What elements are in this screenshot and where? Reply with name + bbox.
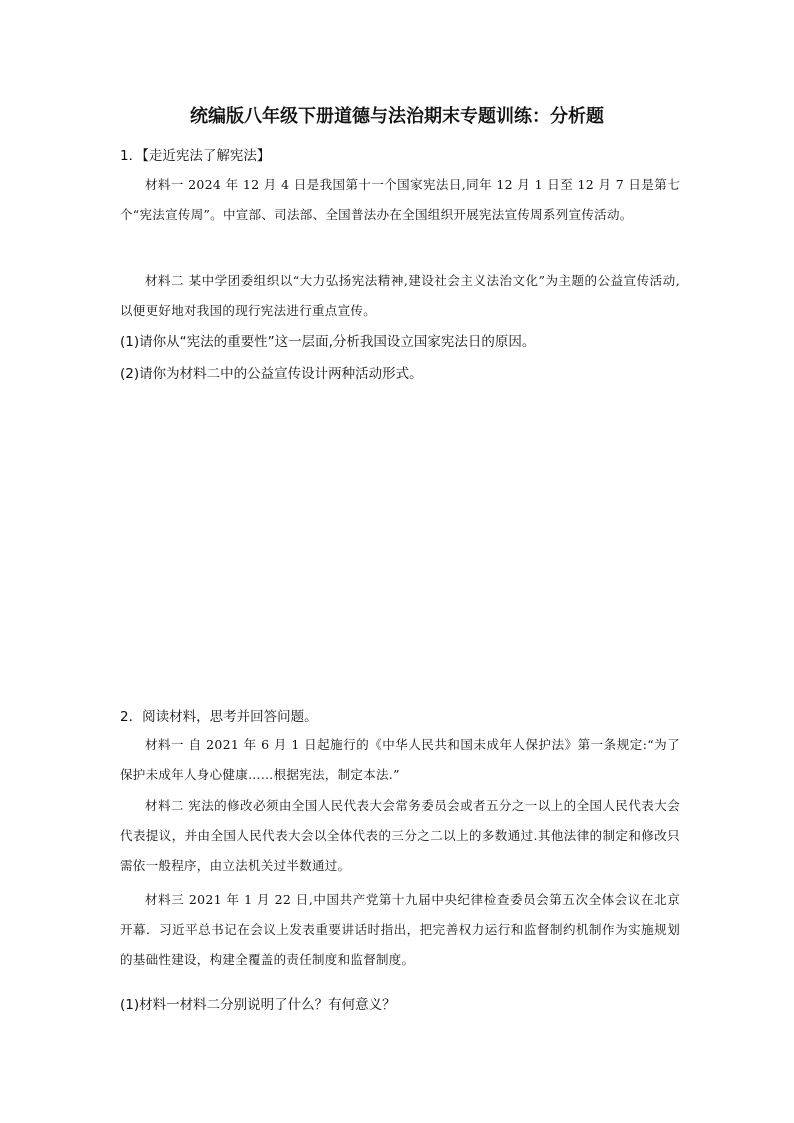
- question-2-material-1: 材料一 自 2021 年 6 月 1 日起施行的《中华人民共和国未成年人保护法》第一条规定:“为了保护未成年人身心健康……根据宪法，制定本法.”: [120, 737, 680, 782]
- question-1-sub-2: (2)请你为材料二中的公益宣传设计两种活动形式。: [120, 366, 423, 382]
- question-1-material-2: 材料二 某中学团委组织以“大力弘扬宪法精神,建设社会主义法治文化”为主题的公益宣传活动,以便更好地对我国的现行宪法进行重点宣传。: [120, 273, 680, 318]
- question-2-material-2: 材料二 宪法的修改必须由全国人民代表大会常务委员会或者五分之一以上的全国人民代表大会代表提议，并由全国人民代表大会以全体代表的三分之二以上的多数通过.其他法律的制定和修改只需依一般程序，由立法机关过半数通过。: [120, 798, 680, 873]
- page-title: 统编版八年级下册道德与法治期末专题训练：分析题: [190, 106, 604, 127]
- question-1-material-1: 材料一 2024 年 12 月 4 日是我国第十一个国家宪法日,同年 12 月 1 日至 12 月 7 日是第七个“宪法宣传周”。中宣部、司法部、全国普法办在全国组织开展宪法宣传周系列宣传活动。: [120, 177, 680, 222]
- question-2-material-3: 材料三 2021 年 1 月 22 日,中国共产党第十九届中央纪律检查委员会第五次全体会议在北京开幕．习近平总书记在会议上发表重要讲话时指出，把完善权力运行和监督制约机制作为实施规划的基础性建设，构建全覆盖的责任制度和监督制度。: [120, 892, 680, 967]
- question-2-sub-1: (1)材料一材料二分别说明了什么？有何意义？: [120, 997, 396, 1013]
- question-2-heading: 2．阅读材料，思考并回答问题。: [120, 709, 318, 725]
- question-1-heading: 1．【走近宪法了解宪法】: [120, 148, 271, 164]
- question-1-sub-1: (1)请你从“宪法的重要性”这一层面,分析我国设立国家宪法日的原因。: [120, 334, 536, 350]
